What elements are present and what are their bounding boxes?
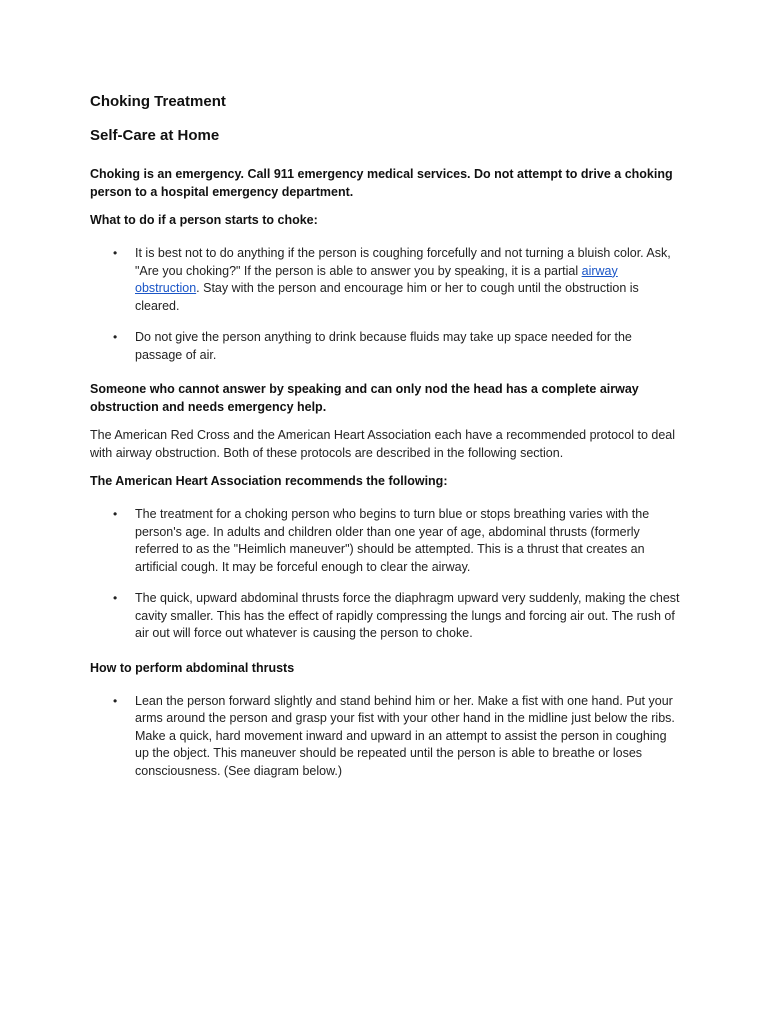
bullet-icon: • bbox=[113, 693, 118, 708]
list-item-text: Do not give the person anything to drink because fluids may take up space needed for the passage of air. bbox=[135, 330, 632, 362]
protocols-paragraph: The American Red Cross and the American Heart Association each have a recommended protocol to deal with airway obstruction. Both of these protocols are described in the following section. bbox=[90, 428, 676, 460]
intro-warning: Choking is an emergency. Call 911 emergency medical services. Do not attempt to drive a choking person to a hospital emergency department. bbox=[90, 167, 673, 199]
list-item-text: It is best not to do anything if the person is coughing forcefully and not turning a bluish color. Ask, "Are you choking?" If the person is able to answer you by speaking, it is a partial bbox=[135, 246, 671, 278]
list-item-text: The treatment for a choking person who begins to turn blue or stops breathing varies with the person's age. In adults and children older than one year of age, abdominal thrusts (formerly referred to as the "Heimlich maneuver") should be attempted. This is a thrust that creates an artificial cough. It may be forceful enough to clear the airway. bbox=[135, 507, 650, 574]
list-item-text: . Stay with the person and encourage him or her to cough until the obstruction is cleared. bbox=[135, 281, 639, 313]
list-item bbox=[90, 590, 680, 643]
list-item bbox=[90, 329, 680, 364]
list-item-text: The quick, upward abdominal thrusts force the diaphragm upward very suddenly, making the chest cavity smaller. This has the effect of rapidly compressing the lungs and forcing air out. The rush of air out will force out whatever is causing the person to choke. bbox=[135, 591, 680, 640]
section-heading-aha: The American Heart Association recommends the following: bbox=[90, 474, 448, 488]
complete-obstruction-note: Someone who cannot answer by speaking and can only nod the head has a complete airway obstruction and needs emergency help. bbox=[90, 382, 639, 414]
list-item bbox=[90, 506, 680, 576]
page-subtitle: Self-Care at Home bbox=[90, 127, 220, 144]
list-item bbox=[90, 693, 680, 781]
section-heading-what-to-do: What to do if a person starts to choke: bbox=[90, 213, 318, 227]
bullet-icon: • bbox=[113, 591, 118, 605]
list-item bbox=[90, 245, 680, 315]
section-heading-thrusts: How to perform abdominal thrusts bbox=[90, 660, 295, 675]
airway-obstruction-link[interactable]: airway obstruction bbox=[135, 263, 618, 295]
bullet-icon: • bbox=[113, 507, 118, 521]
thrusts-list bbox=[90, 693, 680, 781]
page-title: Choking Treatment bbox=[90, 93, 226, 110]
list-item-text: Lean the person forward slightly and stand behind him or her. Make a fist with one hand. Put your arms around the person and grasp your fist with your other hand in the midline just below the ribs. Make a quick, hard movement inward and upward in an attempt to assist the person in coughing up the object. This maneuver should be repeated until the person is able to breathe or loses consciousness. (See diagram below.) bbox=[135, 693, 675, 778]
bullet-icon: • bbox=[113, 330, 118, 344]
aha-list bbox=[90, 506, 680, 643]
what-to-do-list bbox=[90, 245, 680, 364]
document-page bbox=[90, 92, 680, 780]
bullet-icon: • bbox=[113, 246, 118, 260]
